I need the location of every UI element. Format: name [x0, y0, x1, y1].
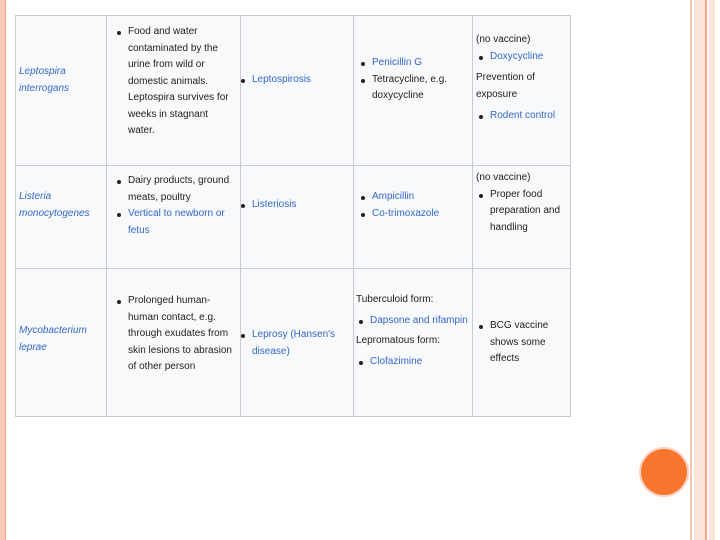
disease-link[interactable]: Leptospirosis [238, 72, 348, 89]
decor-stripe [709, 0, 715, 540]
slide-left-border-line [5, 0, 6, 540]
organism-name: Mycobacterium leprae [19, 325, 87, 353]
decor-stripe [690, 0, 692, 540]
transmission-item: Food and water contaminated by the urine from wild or domestic animals. Leptospira survives for weeks in stagnant water. [114, 24, 232, 140]
pathogen-table [15, 15, 571, 417]
treatment-label: Tuberculoid form: [356, 294, 434, 305]
treatment-link[interactable]: Co-trimoxazole [358, 206, 468, 223]
column-divider [353, 16, 354, 416]
row-divider [16, 268, 570, 269]
treatment-item: Tetracycline, e.g. doxycycline [358, 72, 468, 105]
organism-name: Listeria monocytogenes [19, 191, 90, 219]
decor-orange-circle [641, 449, 687, 495]
disease-cell [238, 327, 348, 360]
treatment-link[interactable]: Dapsone and rifampin [356, 313, 468, 330]
transmission-cell [114, 293, 232, 376]
row-divider [16, 165, 570, 166]
treatment-label: Lepromatous form: [356, 335, 440, 346]
transmission-cell [114, 24, 232, 140]
treatment-cell [356, 292, 468, 370]
treatment-link[interactable]: Ampicillin [358, 189, 468, 206]
disease-link[interactable]: Listeriosis [238, 197, 348, 214]
prevention-cell [476, 170, 570, 236]
disease-link[interactable]: Leprosy (Hansen's disease) [238, 327, 348, 360]
prevention-note: (no vaccine) [476, 34, 531, 45]
decor-stripe [694, 0, 705, 540]
transmission-item: Prolonged human-human contact, e.g. through exudates from skin lesions to abrasion of other person [114, 293, 232, 376]
treatment-link[interactable]: Penicillin G [358, 55, 468, 72]
prevention-cell [476, 32, 570, 125]
column-divider [472, 16, 473, 416]
prevention-item: BCG vaccine shows some effects [476, 318, 570, 368]
prevention-link[interactable]: Doxycycline [476, 49, 570, 66]
transmission-link[interactable]: Vertical to newborn or fetus [114, 206, 232, 239]
column-divider [106, 16, 107, 416]
transmission-item: Dairy products, ground meats, poultry [114, 173, 232, 206]
disease-cell [238, 197, 348, 214]
prevention-link[interactable]: Rodent control [476, 108, 570, 125]
treatment-link[interactable]: Clofazimine [356, 354, 468, 371]
treatment-cell [358, 55, 468, 105]
transmission-cell [114, 173, 232, 239]
decor-stripe [705, 0, 707, 540]
organism-name: Leptospira interrogans [19, 66, 70, 94]
treatment-cell [358, 189, 468, 222]
prevention-note: Prevention of exposure [476, 72, 535, 100]
prevention-cell [476, 318, 570, 368]
prevention-item: Proper food preparation and handling [476, 187, 570, 237]
prevention-note: (no vaccine) [476, 172, 531, 183]
disease-cell [238, 72, 348, 89]
